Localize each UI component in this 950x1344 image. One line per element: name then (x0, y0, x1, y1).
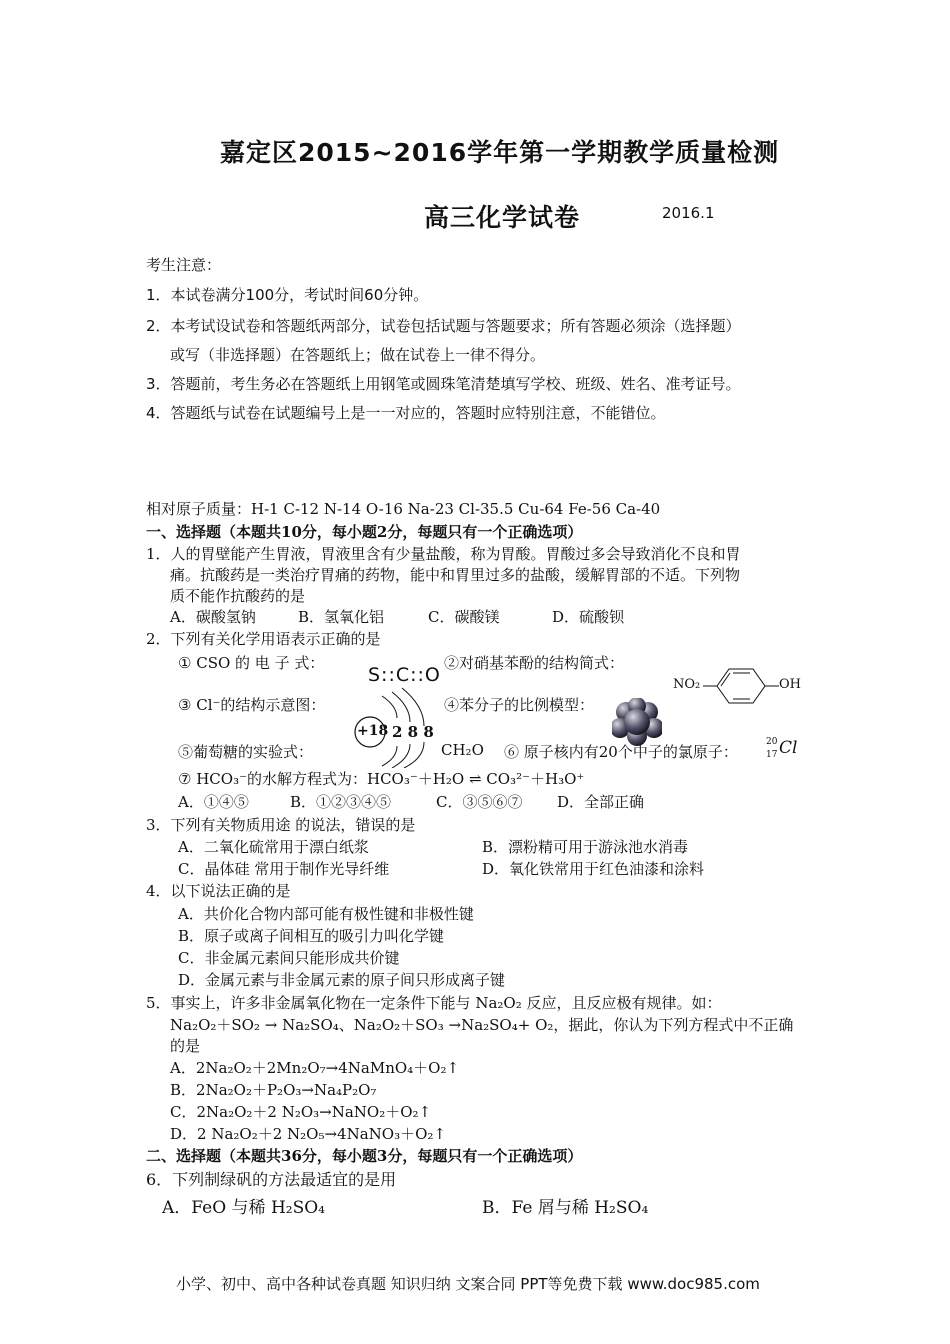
q4-option-c: C．非金属元素间只能形成共价键 (178, 949, 400, 967)
q5-option-a: A．2Na₂O₂＋2Mn₂O₇→4NaMnO₄＋O₂↑ (170, 1059, 460, 1077)
hydroxyl-group-label: OH (779, 677, 801, 692)
q4-stem: 4．以下说法正确的是 (146, 882, 291, 900)
cso-electron-structure: S::C::O (368, 664, 441, 686)
benzene-space-filling-model (612, 698, 662, 746)
q3-stem: 3．下列有关物质用途 的说法，错误的是 (146, 816, 416, 834)
q5-option-c: C．2Na₂O₂＋2 N₂O₃→NaNO₂＋O₂↑ (170, 1103, 432, 1121)
q3-option-c: C．晶体硅 常用于制作光导纤维 (178, 860, 390, 878)
notice-item: 4．答题纸与试卷在试题编号上是一一对应的，答题时应特别注意，不能错位。 (146, 404, 666, 422)
q2-item-5: ⑤葡萄糖的实验式： (178, 743, 314, 761)
q2-item-2: ②对硝基苯酚的结构简式： (444, 654, 625, 672)
notice-item: 或写（非选择题）在答题纸上；做在试卷上一律不得分。 (170, 346, 546, 364)
nitro-group-label: NO₂ (673, 677, 701, 692)
q6-option-b: B．Fe 屑与稀 H₂SO₄ (482, 1198, 649, 1218)
q5-option-d: D．2 Na₂O₂＋2 N₂O₅→4NaNO₃＋O₂↑ (170, 1125, 446, 1143)
nitrophenol-structure (673, 664, 803, 708)
notice-heading: 考生注意： (146, 256, 222, 274)
nucleus-charge: +18 (357, 723, 389, 739)
page-footer: 小学、初中、高中各种试卷真题 知识归纳 文案合同 PPT等免费下载 www.doc985.com (176, 1275, 760, 1293)
q1-line: 质不能作抗酸药的是 (170, 587, 306, 605)
q1-option-b: B．氢氧化铝 (298, 608, 385, 626)
exam-title: 嘉定区2015~2016学年第一学期教学质量检测 (220, 138, 780, 167)
atomic-mass-line: 相对原子质量：H-1 C-12 N-14 O-16 Na-23 Cl-35.5 Cu-64 Fe-56 Ca-40 (146, 500, 661, 518)
q4-option-d: D．金属元素与非金属元素的原子间只形成离子键 (178, 971, 506, 989)
q2-item-4: ④苯分子的比例模型： (444, 696, 595, 714)
q2-item-3: ③ Cl⁻的结构示意图： (178, 696, 326, 714)
isotope-mass-number: 20 (766, 737, 778, 747)
q2-stem: 2．下列有关化学用语表示正确的是 (146, 630, 381, 648)
q2-item-6: ⑥ 原子核内有20个中子的氯原子： (504, 743, 738, 761)
q5-line: 5．事实上，许多非金属氧化物在一定条件下能与 Na₂O₂ 反应，且反应极有规律。如： (146, 994, 722, 1012)
exam-subtitle: 高三化学试卷 (424, 203, 581, 232)
glucose-formula: CH₂O (441, 741, 484, 759)
section-1-heading: 一、选择题（本题共10分，每小题2分，每题只有一个正确选项） (146, 523, 583, 541)
q5-option-b: B．2Na₂O₂＋P₂O₃→Na₄P₂O₇ (170, 1081, 377, 1099)
q1-line: 痛。抗酸药是一类治疗胃痛的药物，能中和胃里过多的盐酸，缓解胃部的不适。下列物 (170, 566, 741, 584)
isotope-symbol: Cl (779, 738, 798, 758)
q4-option-b: B．原子或离子间相互的吸引力叫化学键 (178, 927, 445, 945)
q2-item-7: ⑦ HCO₃⁻的水解方程式为：HCO₃⁻＋H₂O ⇌ CO₃²⁻＋H₃O⁺ (178, 770, 585, 788)
q6-stem: 6．下列制绿矾的方法最适宜的是用 (146, 1170, 397, 1189)
exam-date: 2016.1 (662, 204, 715, 222)
q5-line: 的是 (170, 1037, 201, 1055)
isotope-atomic-number: 17 (766, 750, 778, 760)
q3-option-b: B．漂粉精可用于游泳池水消毒 (482, 838, 689, 856)
q1-option-a: A．碳酸氢钠 (170, 608, 256, 626)
q6-option-a: A．FeO 与稀 H₂SO₄ (162, 1198, 325, 1218)
electron-shells: 2 8 8 (392, 723, 434, 741)
q5-line: Na₂O₂＋SO₂ → Na₂SO₄、Na₂O₂＋SO₃ →Na₂SO₄+ O₂，据此，你认为下列方程式中不正确 (170, 1016, 794, 1034)
chloride-ion-structure-diagram (352, 686, 434, 768)
q2-option-d: D．全部正确 (557, 793, 645, 811)
q2-option-a: A．①④⑤ (178, 793, 249, 811)
q1-line: 1．人的胃壁能产生胃液，胃液里含有少量盐酸，称为胃酸。胃酸过多会导致消化不良和胃 (146, 545, 741, 563)
q1-option-d: D．硫酸钡 (552, 608, 625, 626)
q3-option-a: A．二氧化硫常用于漂白纸浆 (178, 838, 369, 856)
notice-item: 3．答题前，考生务必在答题纸上用钢笔或圆珠笔清楚填写学校、班级、姓名、准考证号。 (146, 375, 741, 393)
notice-item: 2．本考试设试卷和答题纸两部分，试卷包括试题与答题要求；所有答题必须涂（选择题） (146, 317, 741, 335)
q4-option-a: A．共价化合物内部可能有极性键和非极性键 (178, 905, 474, 923)
q2-item-1: ① CSO 的 电 子 式： (178, 654, 325, 672)
q2-option-b: B．①②③④⑤ (290, 793, 392, 811)
section-2-heading: 二、选择题（本题共36分，每小题3分，每题只有一个正确选项） (146, 1147, 583, 1165)
q2-option-c: C．③⑤⑥⑦ (436, 793, 523, 811)
q1-option-c: C．碳酸镁 (428, 608, 500, 626)
notice-item: 1．本试卷满分100分，考试时间60分钟。 (146, 286, 429, 304)
q3-option-d: D．氧化铁常用于红色油漆和涂料 (482, 860, 705, 878)
